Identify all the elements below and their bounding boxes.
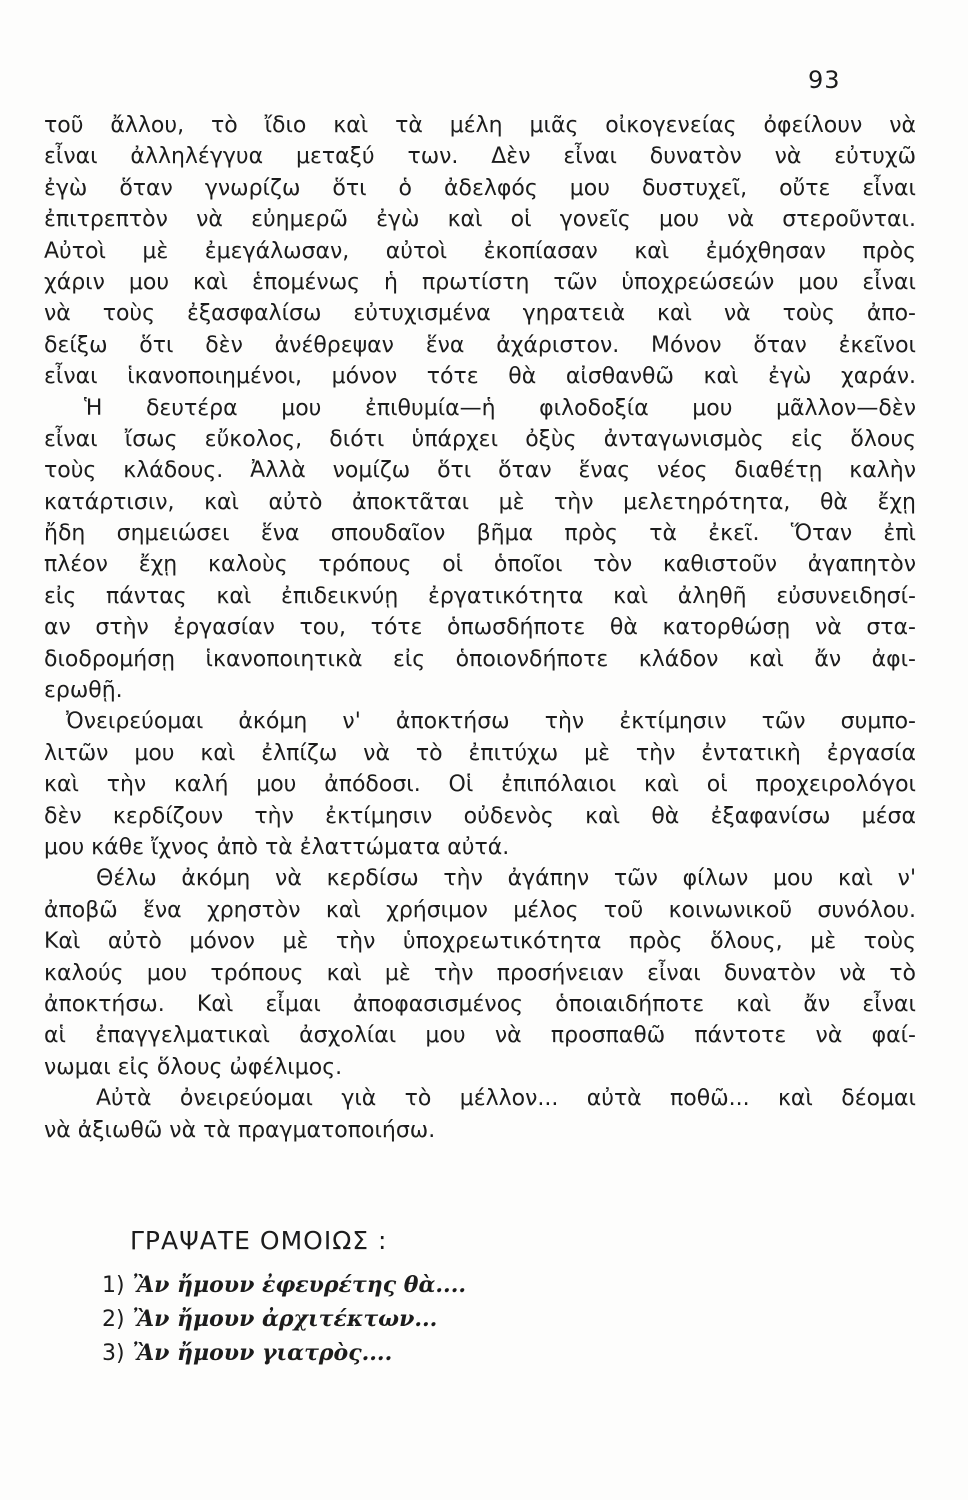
text-line: ἀποβῶ ἕνα χρηστὸν καὶ χρήσιμον μέλος τοῦ κοινωνικοῦ συνόλου. bbox=[44, 897, 916, 923]
text-line: διοδρομήσῃ ἱκανοποιητικὰ εἰς ὁποιονδήποτε κλάδον καὶ ἄν ἀφι- bbox=[44, 646, 916, 672]
text-line: Αὐτὰ ὀνειρεύομαι γιὰ τὸ μέλλον... αὐτὰ ποθῶ... καὶ δέομαι bbox=[96, 1086, 916, 1112]
text-line: νὰ ἀξιωθῶ νὰ τὰ πραγματοποιήσω. bbox=[44, 1117, 436, 1143]
text-line: εἰς πάντας καὶ ἐπιδεικνύῃ ἐργατικότητα καὶ ἀληθῆ εὐσυνειδησί- bbox=[44, 583, 916, 609]
text-line: δὲν κερδίζουν τὴν ἐκτίμησιν οὐδενὸς καὶ θὰ ἐξαφανίσω μέσα bbox=[44, 803, 916, 829]
text-line: Θέλω ἀκόμη νὰ κερδίσω τὴν ἀγάπην τῶν φίλων μου καὶ ν' bbox=[96, 866, 916, 892]
text-line: Ὀνειρεύομαι ἀκόμη ν' ἀποκτήσω τὴν ἐκτίμησιν τῶν συμπο- bbox=[66, 709, 916, 735]
exercise-heading: ΓΡΑΨΑΤΕ ΟΜΟΙΩΣ : bbox=[130, 1226, 388, 1255]
exercise-option bbox=[102, 1336, 466, 1370]
option-text: Ἂν ἤμουν ἐφευρέτης θὰ.... bbox=[132, 1272, 467, 1298]
text-line: λιτῶν μου καὶ ἐλπίζω νὰ τὸ ἐπιτύχω μὲ τὴν ἐντατικὴ ἐργασία bbox=[44, 740, 916, 766]
text-line: καὶ τὴν καλή μου ἀπόδοσι. Οἱ ἐπιπόλαιοι καὶ οἱ προχειρολόγοι bbox=[44, 772, 916, 798]
text-line: εἶναι ἱκανοποιημένοι, μόνον τότε θὰ αἰσθανθῶ καὶ ἐγὼ χαράν. bbox=[44, 364, 916, 390]
text-line: χάριν μου καὶ ἑπομένως ἡ πρωτίστη τῶν ὑποχρεώσεών μου εἶναι bbox=[44, 269, 916, 295]
text-line: τοὺς κλάδους. Ἀλλὰ νομίζω ὅτι ὅταν ἕνας νέος διαθέτῃ καλὴν bbox=[44, 458, 916, 484]
text-line: ἐπιτρεπτὸν νὰ εὐημερῶ ἐγὼ καὶ οἱ γονεῖς μου νὰ στεροῦνται. bbox=[44, 207, 916, 233]
text-line: ἤδη σημειώσει ἕνα σπουδαῖον βῆμα πρὸς τὰ ἐκεῖ. Ὅταν ἐπὶ bbox=[44, 521, 916, 547]
text-line: αν στὴν ἐργασίαν του, τότε ὁπωσδήποτε θὰ κατορθώσῃ νὰ στα- bbox=[44, 615, 916, 641]
text-line: εἶναι ἴσως εὔκολος, διότι ὑπάρχει ὀξὺς ἀνταγωνισμὸς εἰς ὅλους bbox=[44, 426, 916, 452]
option-text: Ἂν ἤμουν ἀρχιτέκτων... bbox=[132, 1306, 438, 1332]
text-line: τοῦ ἄλλου, τὸ ἴδιο καὶ τὰ μέλη μιᾶς οἰκογενείας ὀφείλουν νὰ bbox=[44, 113, 916, 138]
text-line: εἶναι ἀλληλέγγυα μεταξύ των. Δὲν εἶναι δυνατὸν νὰ εὐτυχῶ bbox=[44, 144, 916, 170]
text-line: αἱ ἐπαγγελματικαὶ ἀσχολίαι μου νὰ προσπαθῶ πάντοτε νὰ φαί- bbox=[44, 1023, 916, 1049]
option-number: 3) bbox=[102, 1341, 125, 1366]
option-text: Ἂν ἤμουν γιατρὸς.... bbox=[132, 1340, 393, 1366]
text-line: νὰ τοὺς ἐξασφαλίσω εὐτυχισμένα γηρατειὰ καὶ νὰ τοὺς ἀπο- bbox=[44, 301, 916, 327]
text-line: Καὶ αὐτὸ μόνον μὲ τὴν ὑποχρεωτικότητα πρὸς ὅλους, μὲ τοὺς bbox=[44, 929, 916, 955]
text-line: μου κάθε ἴχνος ἀπὸ τὰ ἐλαττώματα αὐτά. bbox=[44, 834, 510, 860]
body-text bbox=[44, 110, 916, 1146]
text-line: καλούς μου τρόπους καὶ μὲ τὴν προσήνειαν εἶναι δυνατὸν νὰ τὸ bbox=[44, 960, 916, 986]
text-line: Ἡ δευτέρα μου ἐπιθυμία—ἡ φιλοδοξία μου μᾶλλον—δὲν bbox=[84, 395, 916, 421]
text-line: δείξω ὅτι δὲν ἀνέθρεψαν ἕνα ἀχάριστον. Μόνον ὅταν ἐκεῖνοι bbox=[44, 332, 916, 358]
text-line: Αὐτοὶ μὲ ἐμεγάλωσαν, αὐτοὶ ἐκοπίασαν καὶ ἐμόχθησαν πρὸς bbox=[44, 238, 916, 264]
option-number: 2) bbox=[102, 1307, 125, 1332]
page-number: 93 bbox=[808, 66, 841, 94]
exercise-options bbox=[102, 1268, 466, 1370]
text-line: ἀποκτήσω. Καὶ εἶμαι ἀποφασισμένος ὁποιαιδήποτε καὶ ἄν εἶναι bbox=[44, 991, 916, 1017]
text-line: ἐγὼ ὅταν γνωρίζω ὅτι ὁ ἀδελφός μου δυστυχεῖ, οὔτε εἶναι bbox=[44, 175, 916, 201]
text-line: πλέον ἔχῃ καλοὺς τρόπους οἱ ὁποῖοι τὸν καθιστοῦν ἀγαπητὸν bbox=[44, 552, 916, 578]
text-line: ερωθῇ. bbox=[44, 678, 123, 704]
text-line: κατάρτισιν, καὶ αὐτὸ ἀποκτᾶται μὲ τὴν μελετηρότητα, θὰ ἔχῃ bbox=[44, 489, 916, 515]
exercise-option bbox=[102, 1302, 466, 1336]
option-number: 1) bbox=[102, 1273, 125, 1298]
text-line: νωμαι εἰς ὅλους ὠφέλιμος. bbox=[44, 1054, 343, 1080]
exercise-option bbox=[102, 1268, 466, 1302]
